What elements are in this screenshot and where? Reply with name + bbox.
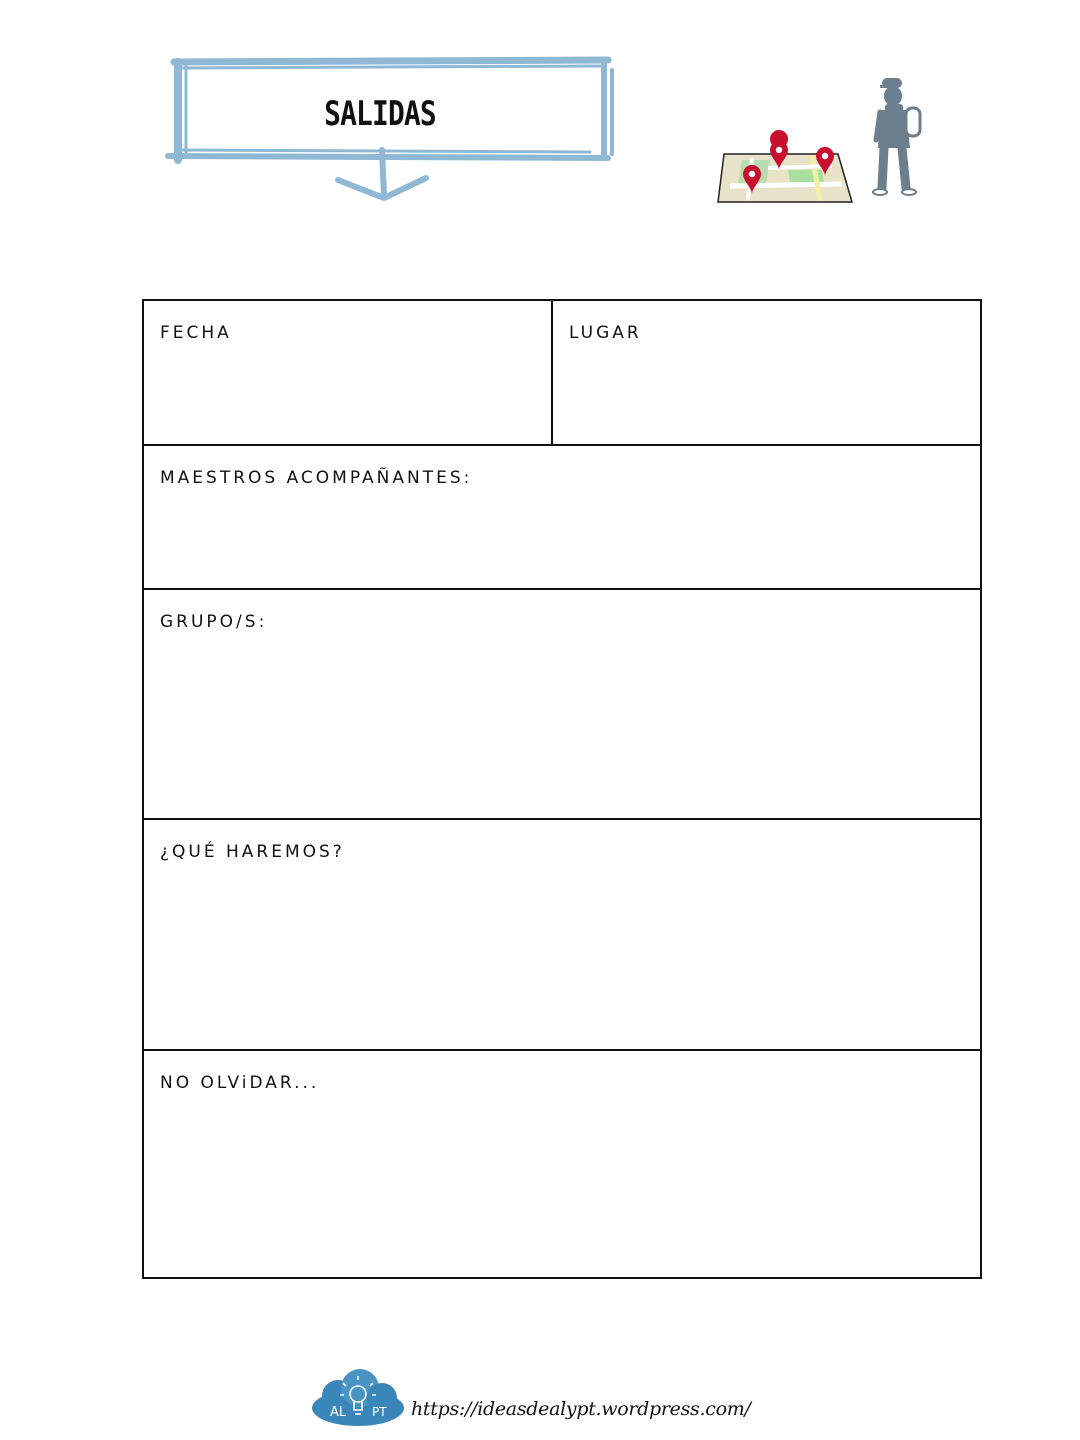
groups-label: GRUPO/S:: [160, 612, 268, 632]
form-row-date-place: [144, 301, 980, 446]
footer: [308, 1368, 768, 1430]
teachers-field[interactable]: [144, 446, 980, 588]
activities-label: ¿QUÉ HAREMOS?: [160, 842, 345, 862]
banner-frame-icon: [160, 56, 630, 216]
form-row-teachers: [144, 446, 980, 590]
logo-text-left: AL: [330, 1405, 347, 1420]
form-row-activities: [144, 820, 980, 1051]
form-row-reminders: [144, 1051, 980, 1277]
alpt-logo: [308, 1368, 408, 1430]
reminders-label: NO OLViDAR...: [160, 1073, 320, 1093]
teachers-label: MAESTROS ACOMPAÑANTES:: [160, 468, 473, 488]
place-label: LUGAR: [569, 323, 642, 343]
title-banner: [160, 56, 630, 216]
reminders-field[interactable]: [144, 1051, 980, 1277]
hiker-icon: [873, 78, 920, 195]
website-link[interactable]: https://ideasdealypt.wordpress.com/: [411, 1398, 751, 1420]
groups-field[interactable]: [144, 590, 980, 818]
logo-text-right: PT: [372, 1405, 387, 1419]
header-illustration: [712, 74, 932, 210]
date-field[interactable]: [144, 301, 553, 444]
place-field[interactable]: [553, 301, 980, 444]
form-row-groups: [144, 590, 980, 820]
date-label: FECHA: [160, 323, 232, 343]
page-title: SALIDAS: [324, 94, 436, 134]
activities-field[interactable]: [144, 820, 980, 1049]
outing-form: [142, 299, 982, 1279]
